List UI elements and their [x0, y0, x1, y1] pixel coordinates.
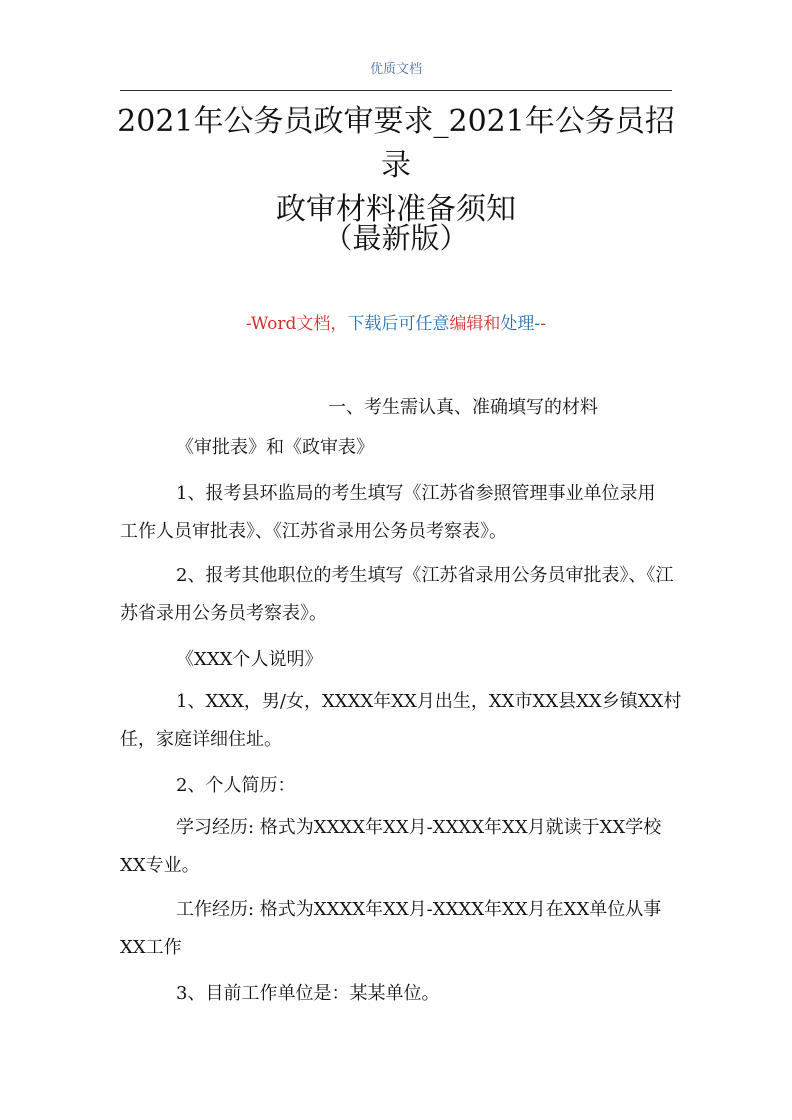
title-line-1: 2021年公务员政审要求_2021年公务员招录: [117, 104, 675, 183]
word-note-part-2: 下载后可任意: [347, 314, 450, 334]
header-divider: [120, 90, 672, 91]
work-history-line-2: XX工作: [120, 937, 182, 958]
work-history-line-1: 工作经历: 格式为XXXX年XX月-XXXX年XX月在XX单位从事: [176, 899, 662, 920]
section-heading: 一、考生需认真、准确填写的材料: [328, 397, 598, 418]
personal-item-3: 3、目前工作单位是：某某单位。: [176, 983, 440, 1004]
item-2-line-1: 2、报考其他职位的考生填写《江苏省录用公务员审批表》、《江: [176, 565, 674, 586]
personal-heading: 《XXX个人说明》: [176, 649, 323, 670]
study-history-line-2: XX专业。: [120, 855, 200, 876]
personal-item-1-line-1: 1、XXX，男/女，XXXX年XX月出生，XX市XX县XX乡镇XX村: [176, 691, 682, 712]
title-line-2: 政审材料准备须知: [276, 192, 516, 227]
item-1-line-1: 1、报考县环监局的考生填写《江苏省参照管理事业单位录用: [176, 483, 656, 504]
header-label: 优质文档: [369, 62, 422, 77]
word-note-part-4: 处理-: [500, 314, 541, 334]
item-2-line-2: 苏省录用公务员考察表》。: [120, 603, 327, 624]
item-1-line-2: 工作人员审批表》、《江苏省录用公务员考察表》。: [120, 521, 507, 542]
word-note: -Word文档，下载后可任意编辑和处理--: [246, 314, 546, 334]
document-title: [110, 100, 682, 232]
document-subtitle: （最新版）: [323, 221, 469, 255]
word-note-part-1: -Word文档，: [246, 314, 348, 334]
word-note-part-3: 编辑和: [449, 314, 501, 334]
form-heading: 《审批表》和《政审表》: [176, 437, 374, 458]
personal-item-2: 2、个人简历：: [176, 775, 296, 796]
study-history-line-1: 学习经历: 格式为XXXX年XX月-XXXX年XX月就读于XX学校: [176, 817, 662, 838]
personal-item-1-line-2: 任，家庭详细住址。: [120, 729, 282, 750]
